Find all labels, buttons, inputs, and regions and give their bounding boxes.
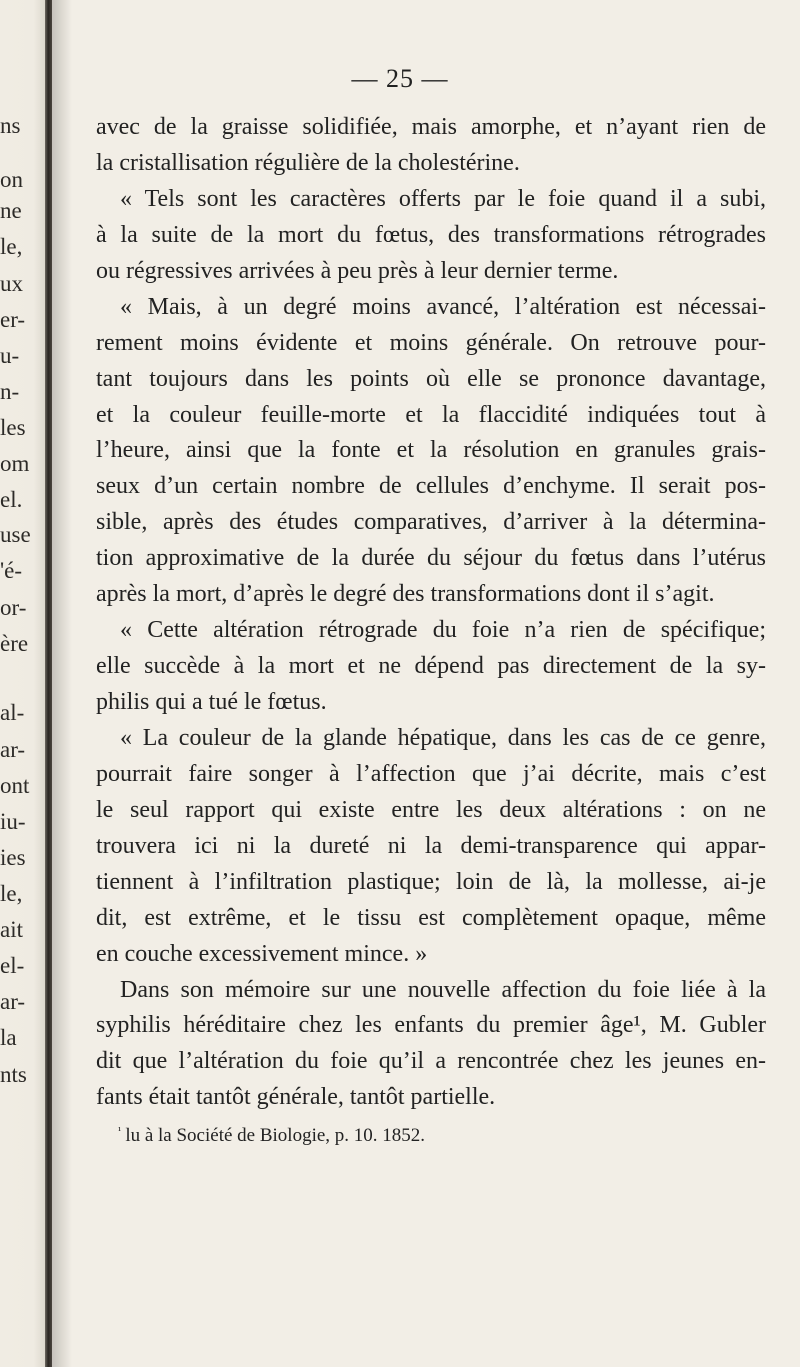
text-line: dit que l’altération du foie qu’il a rencontrée chez les jeunes en-	[96, 1048, 766, 1075]
previous-page-fragment: u-	[0, 344, 20, 368]
text-line: Dans son mémoire sur une nouvelle affection du foie liée à la	[120, 976, 766, 1003]
previous-page-fragment: les	[0, 416, 26, 440]
previous-page-fragment: ies	[0, 846, 26, 870]
text-line: à la suite de la mort du fœtus, des transformations rétrogrades	[96, 221, 766, 248]
text-line: « La couleur de la glande hépatique, dans les cas de ce genre,	[120, 724, 766, 751]
text-line: fants était tantôt générale, tantôt partielle.	[96, 1084, 496, 1111]
page-number: — 25 —	[351, 64, 449, 93]
text-line: seux d’un certain nombre de cellules d’enchyme. Il serait pos-	[96, 473, 766, 500]
text-line: rement moins évidente et moins générale. On retrouve pour-	[96, 329, 766, 356]
previous-page-fragment: le,	[0, 882, 23, 906]
previous-page-fragment: 'é-	[0, 559, 23, 583]
gutter-shadow	[52, 0, 72, 1367]
previous-page-fragment: al-	[0, 701, 25, 725]
previous-page-fragment: ère	[0, 632, 29, 656]
previous-page-fragment: el.	[0, 488, 23, 512]
book-binding	[45, 0, 52, 1367]
body-text	[96, 110, 766, 1116]
text-line: ou régressives arrivées à peu près à leur dernier terme.	[96, 257, 619, 284]
text-line: « Cette altération rétrograde du foie n’a rien de spécifique;	[120, 617, 766, 644]
text-line: le seul rapport qui existe entre les deux altérations : on ne	[96, 796, 766, 823]
previous-page-fragment: ont	[0, 774, 30, 798]
previous-page-fragment: nts	[0, 1063, 27, 1087]
text-line: philis qui a tué le fœtus.	[96, 689, 327, 715]
text-line: tiennent à l’infiltration plastique; loin de là, la mollesse, ai-je	[96, 868, 766, 895]
previous-page-fragment: om	[0, 452, 30, 476]
footnote	[118, 1125, 425, 1147]
previous-page-fragment: ux	[0, 272, 23, 296]
text-line: et la couleur feuille-morte et la flaccidité indiquées tout à	[96, 401, 766, 428]
text-line: trouvera ici ni la dureté ni la demi-transparence qui appar-	[96, 832, 766, 859]
previous-page-fragment: or-	[0, 596, 27, 620]
previous-page-fragment: el-	[0, 954, 25, 978]
text-line: « Tels sont les caractères offerts par le foie quand il a subi,	[120, 185, 766, 212]
previous-page-fragment: le,	[0, 235, 23, 259]
previous-page-fragment: ar-	[0, 990, 26, 1014]
previous-page-fragment: on	[0, 168, 23, 192]
text-line: la cristallisation régulière de la cholestérine.	[96, 149, 520, 176]
text-line: elle succède à la mort et ne dépend pas directement de la sy-	[96, 653, 766, 680]
text-line: sible, après des études comparatives, d’arriver à la détermina-	[96, 509, 766, 536]
text-line: syphilis héréditaire chez les enfants du premier âge¹, M. Gubler	[96, 1012, 766, 1039]
footnote-text: lu à la Société de Biologie, p. 10. 1852.	[125, 1125, 426, 1146]
text-line: tant toujours dans les points où elle se prononce davantage,	[96, 365, 766, 392]
previous-page-fragment: n-	[0, 380, 20, 404]
previous-page-fragment: er-	[0, 308, 26, 332]
previous-page-fragment: use	[0, 523, 31, 547]
previous-page-fragment: iu-	[0, 810, 26, 834]
text-line: avec de la graisse solidifiée, mais amorphe, et n’ayant rien de	[96, 114, 766, 140]
previous-page-fragment: la	[0, 1026, 17, 1050]
previous-page-fragment: ar-	[0, 738, 26, 762]
text-line: après la mort, d’après le degré des transformations dont il s’agit.	[96, 581, 715, 608]
text-line: pourrait faire songer à l’affection que j’ai décrite, mais c’est	[96, 760, 766, 787]
previous-page-fragment: ne	[0, 199, 22, 223]
text-line: l’heure, ainsi que la fonte et la résolution en granules grais-	[96, 437, 766, 464]
footnote-marker: ¹	[118, 1125, 122, 1137]
text-line: « Mais, à un degré moins avancé, l’altération est nécessai-	[120, 293, 766, 320]
previous-page-fragments	[0, 0, 44, 1367]
previous-page-fragment: ns	[0, 114, 21, 138]
text-line: en couche excessivement mince. »	[96, 940, 428, 967]
text-line: dit, est extrême, et le tissu est complètement opaque, même	[96, 904, 766, 931]
previous-page-fragment: ait	[0, 918, 23, 942]
text-line: tion approximative de la durée du séjour du fœtus dans l’utérus	[96, 545, 766, 572]
